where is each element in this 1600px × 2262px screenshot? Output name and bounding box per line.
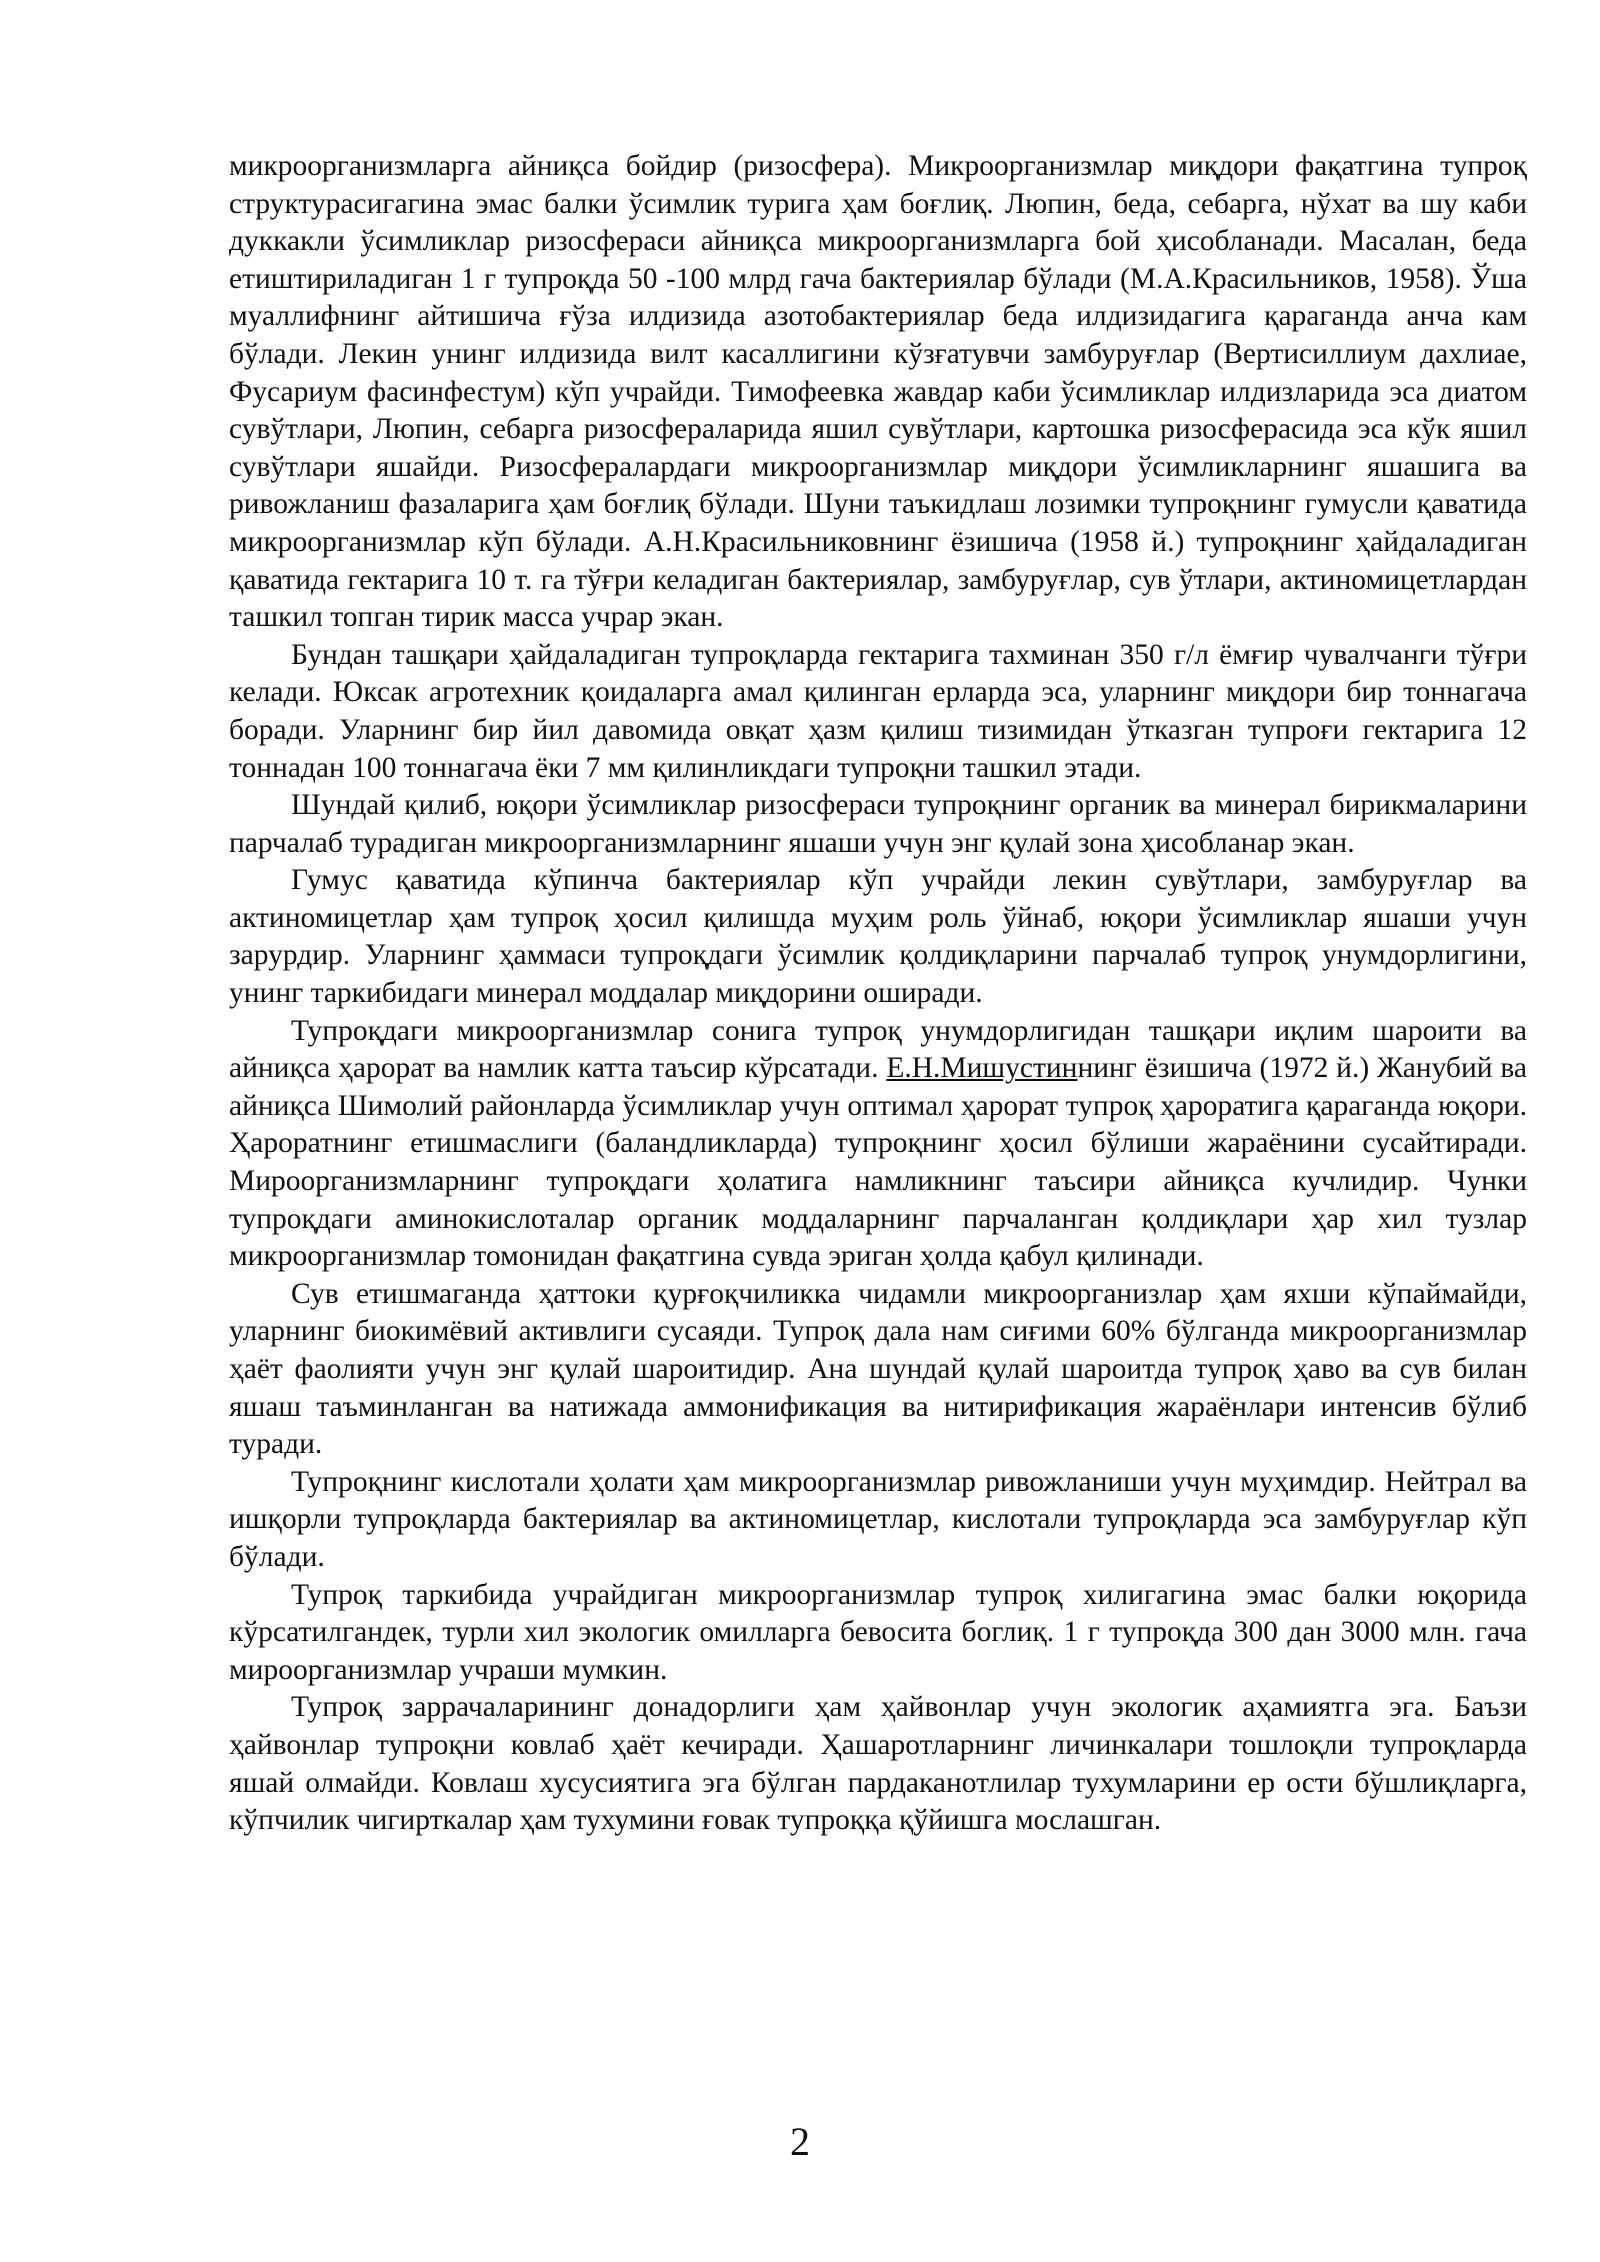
paragraph-5-text-after: нинг ёзишича (1972 й.) Жанубий ва айниқса Шимолий районларда ўсимликлар учун оптимал ҳарорат тупроқ ҳароратига қараганда юқори. Ҳароратнинг етишмаслиги (баландликларда) тупроқнинг ҳосил бўлиши жараёнини сусайтиради. Мироорганизмларнинг тупроқдаги ҳолатига намликнинг таъсири айниқса кучлидир. Чунки тупроқдаги аминокислоталар органик моддаларнинг парчаланган қолдиқлари ҳар хил тузлар микроорганизмлар томонидан фақатгина сувда эриган ҳолда қабул қилинади. (229, 1052, 1527, 1273)
paragraph-2: Бундан ташқари ҳайдаладиган тупроқларда гектарига тахминан 350 г/л ёмғир чувалчанги тўғри келади. Юксак агротехник қоидаларга амал қилинган ерларда эса, уларнинг миқдори бир тоннагача боради. Уларнинг бир йил давомида овқат ҳазм қилиш тизимидан ўтказган тупроғи гектарига 12 тоннадан 100 тоннагача ёки 7 мм қилинликдаги тупроқни ташкил этади. (229, 638, 1527, 784)
paragraph-5 (229, 1013, 1527, 1276)
author-name-underlined: Е.Н.Мишустин (886, 1052, 1078, 1085)
paragraph-4: Гумус қаватида кўпинча бактериялар кўп учрайди лекин сувўтлари, замбуруғлар ва актиномицетлар ҳам тупроқ ҳосил қилишда муҳим роль ўйнаб, юқори ўсимликлар яшаши учун зарурдир. Уларнинг ҳаммаси тупроқдаги ўсимлик қолдиқларини парчалаб тупроқ унумдорлигини, унинг таркибидаги минерал моддалар миқдорини оширади. (229, 864, 1527, 1010)
paragraph-3: Шундай қилиб, юқори ўсимликлар ризосфераси тупроқнинг органик ва минерал бирикмаларини парчалаб турадиган микроорганизмларнинг яшаши учун энг қулай зона ҳисобланар экан. (229, 789, 1527, 859)
paragraph-1: микроорганизмларга айниқса бойдир (ризосфера). Микроорганизмлар миқдори фақатгина тупроқ структурасигагина эмас балки ўсимлик турига ҳам боғлиқ. Люпин, беда, себарга, нўхат ва шу каби дуккакли ўсимликлар ризосфераси айниқса микроорганизмларга бой ҳисобланади. Масалан, беда етиштириладиган 1 г тупроқда 50 -100 млрд гача бактериялар бўлади (М.А.Красильников, 1958). Ўша муаллифнинг айтишича ғўза илдизида азотобактериялар беда илдизидагига қараганда анча кам бўлади. Лекин унинг илдизида вилт касаллигини кўзғатувчи замбуруғлар (Вертисиллиум дахлиае, Фусариум фасинфестум) кўп учрайди. Тимофеевка жавдар каби ўсимликлар илдизларида эса диатом сувўтлари, Люпин, себарга ризосфераларида яшил сувўтлари, картошка ризосферасида эса кўк яшил сувўтлари яшайди. Ризосфералардаги микроорганизмлар миқдори ўсимликларнинг яшашига ва ривожланиш фазаларига ҳам боғлиқ бўлади. Шуни таъкидлаш лозимки тупроқнинг гумусли қаватида микроорганизмлар кўп бўлади. А.Н.Красильниковнинг ёзишича (1958 й.) тупроқнинг ҳайдаладиган қаватида гектарига 10 т. га тўғри келадиган бактериялар, замбуруғлар, сув ўтлари, актиномицетлардан ташкил топган тирик масса учрар экан. (229, 150, 1527, 634)
document-body (229, 148, 1527, 1840)
paragraph-6: Сув етишмаганда ҳаттоки қурғоқчиликка чидамли микроорганизлар ҳам яхши кўпаймайди, уларнинг биокимёвий активлиги сусаяди. Тупроқ дала нам сиғими 60% бўлганда микроорганизмлар ҳаёт фаолияти учун энг қулай шароитидир. Ана шундай қулай шароитда тупроқ ҳаво ва сув билан яшаш таъминланган ва натижада аммонификация ва нитирификация жараёнлари интенсив бўлиб туради. (229, 1277, 1527, 1461)
page-number: 2 (790, 2119, 810, 2164)
paragraph-9: Тупроқ заррачаларининг донадорлиги ҳам ҳайвонлар учун экологик аҳамиятга эга. Баъзи ҳайвонлар тупроқни ковлаб ҳаёт кечиради. Ҳашаротларнинг личинкалари тошлоқли тупроқларда яшай олмайди. Ковлаш хусусиятига эга бўлган пардаканотлилар тухумларини ер ости бўшлиқларга, кўпчилик чигирткалар ҳам тухумини ғовак тупроққа қўйишга мослашган. (229, 1691, 1527, 1837)
paragraph-8: Тупроқ таркибида учрайдиган микроорганизмлар тупроқ хилигагина эмас балки юқорида кўрсатилгандек, турли хил экологик омилларга бевосита боглиқ. 1 г тупроқда 300 дан 3000 млн. гача мироорганизмлар учраши мумкин. (229, 1578, 1527, 1686)
paragraph-5-text-before: Тупроқдаги микроорганизмлар сонига тупроқ унумдорлигидан ташқари иқлим шароити ва айниқса ҳарорат ва намлик катта таъсир кўрсатади. (229, 1014, 1527, 1085)
paragraph-7: Тупроқнинг кислотали ҳолати ҳам микроорганизмлар ривожланиши учун муҳимдир. Нейтрал ва ишқорли тупроқларда бактериялар ва актиномицетлар, кислотали тупроқларда эса замбуруғлар кўп бўлади. (229, 1465, 1527, 1573)
